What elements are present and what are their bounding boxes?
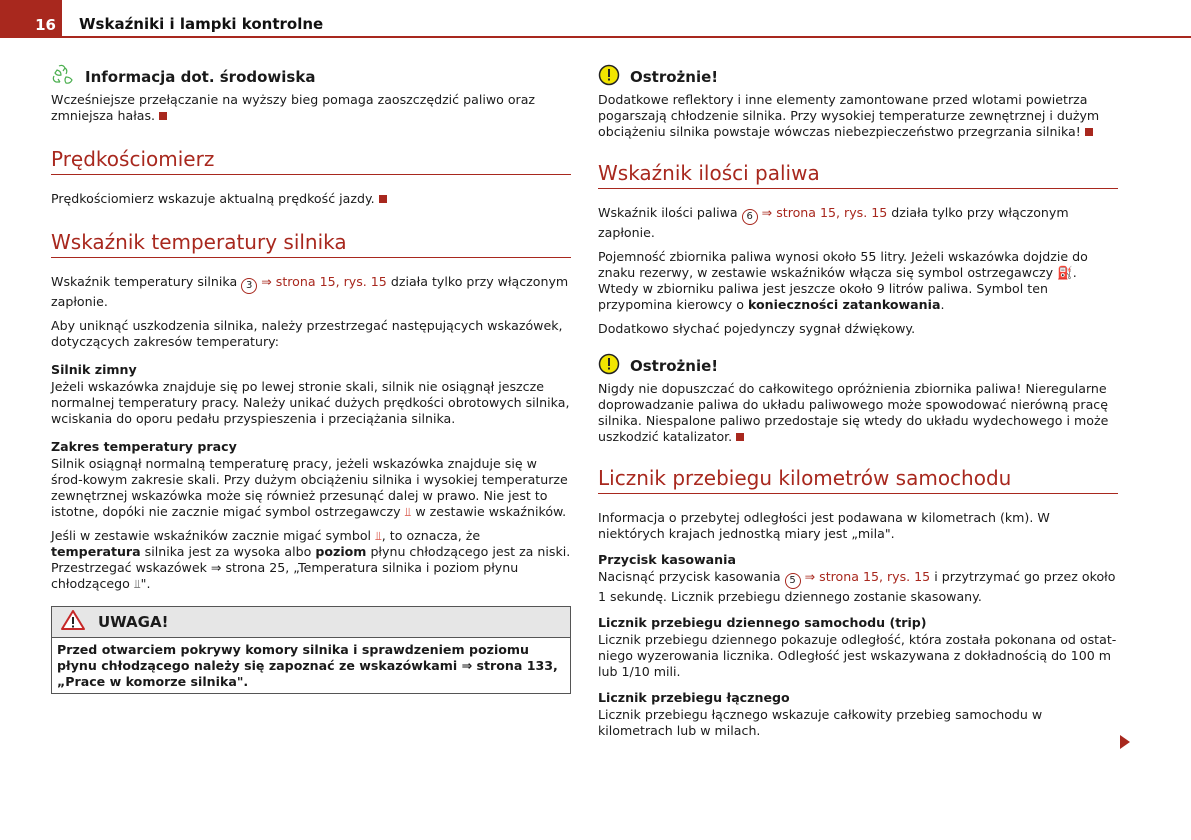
subheading-cold-engine: Silnik zimny xyxy=(51,362,137,377)
warning-triangle-icon xyxy=(60,609,86,635)
fuel-capacity-text: Pojemność zbiornika paliwa wynosi około 55 litry. Jeżeli wskazówka dojdzie do znaku rezerwy, w zestawie wskaźników włącza się symbol ostrzegawczy ⛽. Wtedy w zbiorniku paliwa jest jeszcze około 9 litrów paliwa. Symbol ten przypomina kierowcy o konieczności zatankowania. xyxy=(598,249,1088,312)
env-note-text: Wcześniejsze przełączanie na wyższy bieg pomaga zaoszczędzić paliwo oraz zmniejsza hałas. xyxy=(51,92,536,123)
caution-text: Nigdy nie dopuszczać do całkowitego opróżnienia zbiornika paliwa! Nieregularne doprowadzanie paliwa do układu paliwowego może spowodować nierówną pracę silnika. Niespalone paliwo przedostaje się wtedy do układu wydechowego i może uszkodzić katalizator. xyxy=(598,381,1109,444)
operating-range-text: Silnik osiągnął normalną temperaturę pracy, jeżeli wskazówka znajduje się w środ-kowym zakresie skali. Przy dużym obciążeniu silnika i wysokiej temperaturze zewnętrznej wskazówka może się również przesunąć dalej w prawo. Nie jest to istotne, dopóki nie zacznie migać symbol ostrzegawczy ⫫ w zestawie wskaźników. xyxy=(51,456,568,519)
odometer-intro: Informacja o przebytej odległości jest podawana w kilometrach (km). W niektórych krajach jednostką miary jest „mila". xyxy=(598,510,1050,541)
env-note-title: Informacja dot. środowiska xyxy=(85,68,316,86)
coolant-warning-text: Jeśli w zestawie wskaźników zacznie migać symbol ⫫, to oznacza, że temperatura silnika jest za wysoka albo poziom płynu chłodzącego jest za niski. Przestrzegać wskazówek ⇒ strona 25, „Temperatura silnika i poziom płynu chłodzącego ⫫". xyxy=(51,528,571,591)
subheading-operating-range: Zakres temperatury pracy xyxy=(51,439,237,454)
total-odometer-text: Licznik przebiegu łącznego wskazuje całkowity przebieg samochodu w kilometrach lub w milach. xyxy=(598,707,1043,738)
next-page-arrow-icon[interactable] xyxy=(1120,735,1130,749)
engine-temp-intro: Wskaźnik temperatury silnika 3 ⇒ strona 15, rys. 15 działa tylko przy włączonym zapłonie. xyxy=(51,274,569,309)
callout-number: 3 xyxy=(241,278,257,294)
coolant-temperature-icon: ⫫ xyxy=(375,529,382,543)
subheading-total-odometer: Licznik przebiegu łącznego xyxy=(598,690,790,705)
callout-number: 5 xyxy=(785,573,801,589)
caution-text: Dodatkowe reflektory i inne elementy zamontowane przed wlotami powietrza pogarszają chłodzenie silnika. Przy wysokiej temperaturze zewnętrznej i dużym obciążeniu silnika powstaje wówczas niebezpieczeństwo przegrzania silnika! xyxy=(598,92,1100,139)
caution-header xyxy=(598,355,1118,377)
engine-temp-advice: Aby uniknąć uszkodzenia silnika, należy przestrzegać następujących wskazówek, dotyczących zakresów temperatury: xyxy=(51,318,563,349)
header-divider xyxy=(62,36,1191,38)
caution-exclamation-icon xyxy=(598,64,620,90)
end-of-section-marker xyxy=(159,112,167,120)
callout-number: 6 xyxy=(742,209,758,225)
caution-exclamation-icon xyxy=(598,353,620,379)
reset-button-text: Nacisnąć przycisk kasowania 5 ⇒ strona 15, rys. 15 i przytrzymać go przez około 1 sekundę. Licznik przebiegu dziennego zostanie skasowany. xyxy=(598,569,1116,604)
recycle-leaf-icon xyxy=(51,64,75,90)
page-number-block xyxy=(0,0,62,38)
subheading-reset-button: Przycisk kasowania xyxy=(598,552,736,567)
caution-title: Ostrożnie! xyxy=(630,68,719,86)
fuel-gauge-intro: Wskaźnik ilości paliwa 6 ⇒ strona 15, rys. 15 działa tylko przy włączonym zapłonie. xyxy=(598,205,1069,240)
section-heading-engine-temp: Wskaźnik temperatury silnika xyxy=(51,229,571,258)
page-number: 16 xyxy=(35,16,56,34)
page-reference-link[interactable]: ⇒ strona 15, rys. 15 xyxy=(261,274,387,289)
caution-title: Ostrożnie! xyxy=(630,357,719,375)
end-of-section-marker xyxy=(1085,128,1093,136)
speedometer-text: Prędkościomierz wskazuje aktualną prędkość jazdy. xyxy=(51,191,571,207)
warning-title: UWAGA! xyxy=(98,613,169,631)
section-heading-fuel-gauge: Wskaźnik ilości paliwa xyxy=(598,160,1118,189)
section-heading-odometer: Licznik przebiegu kilometrów samochodu xyxy=(598,465,1118,494)
warning-box xyxy=(51,606,571,694)
trip-odometer-text: Licznik przebiegu dziennego pokazuje odległość, która została pokonana od ostat-niego wyzerowania licznika. Odległość jest wskazywana z dokładnością do 100 m lub 1/10 mili. xyxy=(598,632,1117,679)
cold-engine-text: Jeżeli wskazówka znajduje się po lewej stronie skali, silnik nie osiągnął jeszcze normalnej temperatury pracy. Należy unikać dużych prędkości obrotowych silnika, wciskania do oporu pedału przyspieszenia i przeciążania silnika. xyxy=(51,379,570,426)
coolant-temperature-icon: ⫫ xyxy=(404,505,412,519)
section-heading-speedometer: Prędkościomierz xyxy=(51,146,571,175)
env-note-header xyxy=(51,66,571,88)
warning-text: Przed otwarciem pokrywy komory silnika i sprawdzeniem poziomu płynu chłodzącego należy się zapoznać ze wskazówkami ⇒ strona 133, „Prace w komorze silnika". xyxy=(57,642,558,689)
page-header xyxy=(0,0,1191,40)
right-column xyxy=(598,66,1118,747)
end-of-section-marker xyxy=(379,195,387,203)
coolant-temperature-icon: ⫫ xyxy=(133,577,141,591)
page-reference-link[interactable]: ⇒ strona 15, rys. 15 xyxy=(761,205,888,220)
subheading-trip-odometer: Licznik przebiegu dziennego samochodu (trip) xyxy=(598,615,927,630)
end-of-section-marker xyxy=(736,433,744,441)
chapter-title: Wskaźniki i lampki kontrolne xyxy=(79,15,324,33)
warning-box-header xyxy=(52,607,570,638)
fuel-pump-icon: ⛽ xyxy=(1057,265,1073,280)
page-reference-link[interactable]: ⇒ strona 15, rys. 15 xyxy=(804,569,931,584)
fuel-beep-text: Dodatkowo słychać pojedynczy sygnał dźwiękowy. xyxy=(598,321,916,336)
left-column xyxy=(51,66,571,694)
caution-header xyxy=(598,66,1118,88)
